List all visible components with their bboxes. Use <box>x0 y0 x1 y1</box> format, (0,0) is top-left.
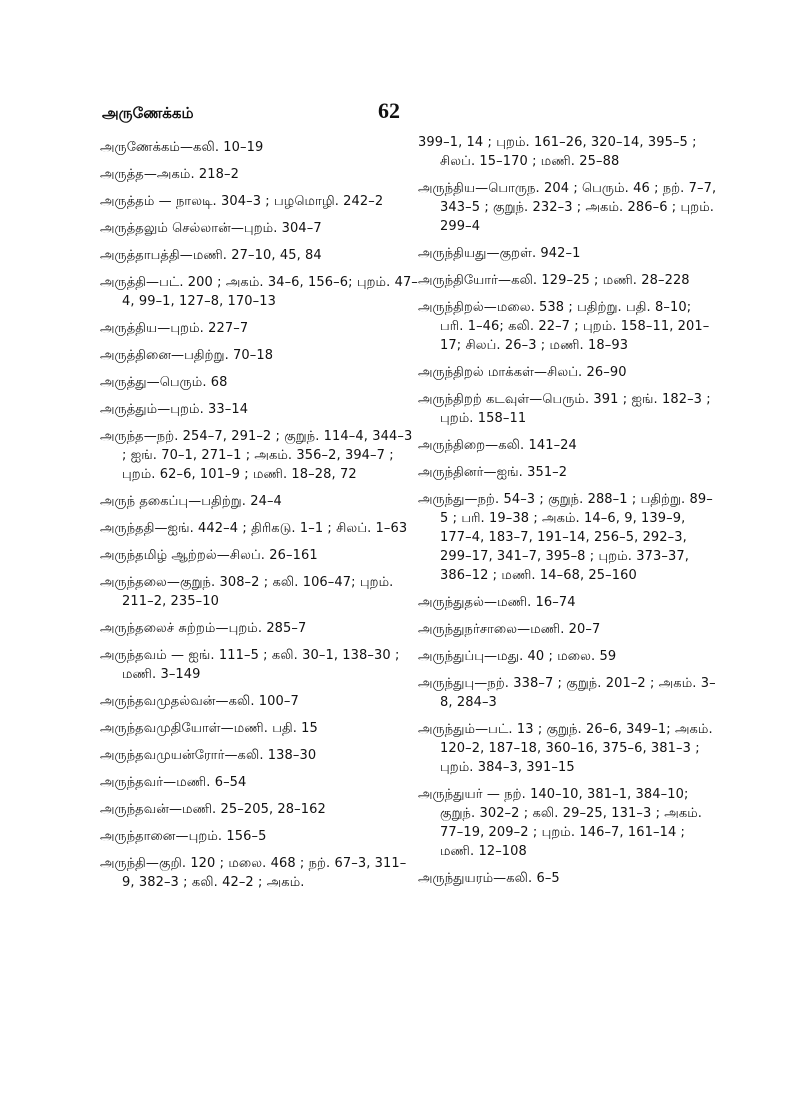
index-entry: அருந்தவம் — ஐங். 111–5 ; கலி. 30–1, 138–30 ; மணி. 3–149 <box>100 648 400 682</box>
index-entry: அருந்துநர்சாலை—மணி. 20–7 <box>418 622 601 637</box>
page-header <box>0 0 800 140</box>
index-entry: அருத்தாபத்தி—மணி. 27–10, 45, 84 <box>100 248 322 263</box>
index-entry: அருந்தவர்—மணி. 6–54 <box>100 775 247 790</box>
index-entry: அருத்து—பெரும். 68 <box>100 375 228 390</box>
index-entry: அருத்தினை—பதிற்று. 70–18 <box>100 348 274 363</box>
index-entry: அருத்தலும் செல்லான்—புறம். 304–7 <box>100 221 322 236</box>
index-entry: அருந்திறை—கலி. 141–24 <box>418 438 577 453</box>
index-entry: அருந்தலைச் சுற்றம்—புறம். 285–7 <box>100 621 307 636</box>
index-entry: அருந்திறற் கடவுள்—பெரும். 391 ; ஐங். 182–3 ; புறம். 158–11 <box>418 392 711 426</box>
index-entry: அருந்தமிழ் ஆற்றல்—சிலப். 26–161 <box>100 548 318 563</box>
index-entry: அருந்தவமுதியோள்—மணி. பதி. 15 <box>100 721 318 736</box>
index-entry: அருந்திறல்—மலை. 538 ; பதிற்று. பதி. 8–10; பரி. 1–46; கலி. 22–7 ; புறம். 158–11, 201–17; சிலப். 26–3 ; மணி. 18–93 <box>418 300 710 353</box>
index-entry: அருத்தி—பட். 200 ; அகம். 34–6, 156–6; புறம். 47–4, 99–1, 127–8, 170–13 <box>100 275 418 309</box>
index-entry: அருந்துயர் — நற். 140–10, 381–1, 384–10; குறுந். 302–2 ; கலி. 29–25, 131–3 ; அகம். 77–19, 209–2 ; புறம். 146–7, 161–14 ; மணி. 12–108 <box>418 787 703 859</box>
index-entry: அருத்தும்—புறம். 33–14 <box>100 402 249 417</box>
index-entry: அருந்தவன்—மணி. 25–205, 28–162 <box>100 802 326 817</box>
index-entry: அருந் தகைப்பு—பதிற்று. 24–4 <box>100 494 282 509</box>
index-entry: அருத்திய—புறம். 227–7 <box>100 321 249 336</box>
index-entry: அருந்தி—குறி. 120 ; மலை. 468 ; நற். 67–3, 311–9, 382–3 ; கலி. 42–2 ; அகம். <box>100 856 407 890</box>
page-number: 62 <box>378 98 400 123</box>
index-entry: அருந்த—நற். 254–7, 291–2 ; குறுந். 114–4, 344–3 ; ஐங். 70–1, 271–1 ; அகம். 356–2, 394–7 ; புறம். 62–6, 101–9 ; மணி. 18–28, 72 <box>100 429 413 482</box>
index-entry: அருணேக்கம்—கலி. 10–19 <box>100 140 264 155</box>
index-entry: அருந்துதல்—மணி. 16–74 <box>418 595 576 610</box>
index-entry: அருந்தவமுயன்ரோர்—கலி. 138–30 <box>100 748 317 763</box>
index-entry: அருந்தலை—குறுந். 308–2 ; கலி. 106–47; புறம். 211–2, 235–10 <box>100 575 394 609</box>
index-entry: அருந்திறல் மாக்கள்—சிலப். 26–90 <box>418 365 627 380</box>
index-entry: அருந்தியது—குறள். 942–1 <box>418 246 581 261</box>
index-entry: அருந்தானை—புறம். 156–5 <box>100 829 267 844</box>
running-head: அருணேக்கம் <box>102 104 194 122</box>
index-entry: அருந்துபு—நற். 338–7 ; குறுந். 201–2 ; அகம். 3–8, 284–3 <box>418 676 716 710</box>
index-column-left <box>100 138 418 900</box>
index-entry: அருந்ததி—ஐங். 442–4 ; திரிகடு. 1–1 ; சிலப். 1–63 <box>100 521 408 536</box>
index-entry: அருந்தும்—பட். 13 ; குறுந். 26–6, 349–1; அகம். 120–2, 187–18, 360–16, 375–6, 381–3 ; புறம். 384–3, 391–15 <box>418 722 713 775</box>
index-entry: அருத்தம் — நாலடி. 304–3 ; பழமொழி. 242–2 <box>100 194 384 209</box>
index-entry: அருந்தவமுதல்வன்—கலி. 100–7 <box>100 694 299 709</box>
index-entry-continued: 399–1, 14 ; புறம். 161–26, 320–14, 395–5 ; சிலப். 15–170 ; மணி. 25–88 <box>418 135 697 169</box>
index-entry: அருத்த—அகம். 218–2 <box>100 167 240 182</box>
index-entry: அருந்திய—பொருந. 204 ; பெரும். 46 ; நற். 7–7, 343–5 ; குறுந். 232–3 ; அகம். 286–6 ; புறம். 299–4 <box>418 181 717 234</box>
index-entry: அருந்தினர்—ஐங். 351–2 <box>418 465 568 480</box>
index-entry: அருந்தியோர்—கலி. 129–25 ; மணி. 28–228 <box>418 273 690 288</box>
index-entry: அருந்துப்பு—மது. 40 ; மலை. 59 <box>418 649 617 664</box>
index-entry: அருந்து—நற். 54–3 ; குறுந். 288–1 ; பதிற்று. 89–5 ; பரி. 19–38 ; அகம். 14–6, 9, 139–9, 177–4, 183–7, 191–14, 256–5, 292–3, 299–17, 341–7, 395–8 ; புறம். 373–37, 386–12 ; மணி. 14–68, 25–160 <box>418 492 713 583</box>
index-column-right <box>418 133 718 896</box>
index-entry: அருந்துயரம்—கலி. 6–5 <box>418 871 560 886</box>
